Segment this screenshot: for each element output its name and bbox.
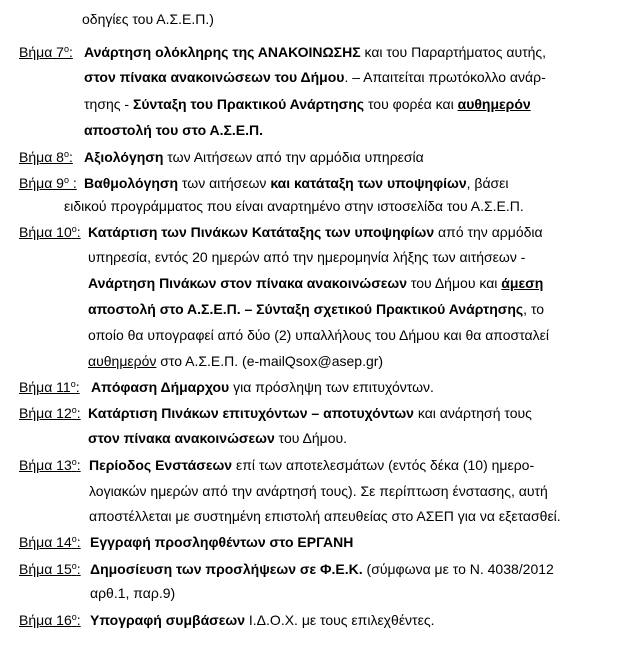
step-13-line-2: λογιακών ημερών από την ανάρτησή τους). Σε περίπτωση ένστασης, αυτή [89, 483, 548, 499]
step-12-line-2: στον πίνακα ανακοινώσεων του Δήμου. [88, 430, 348, 446]
step-9-line-2: ειδικού προγράμματος που είναι αναρτημένο στην ιστοσελίδα του Α.Σ.Ε.Π. [64, 198, 524, 214]
step-14-line-1: Εγγραφή προσληφθέντων στο ΕΡΓΑΝΗ [90, 534, 354, 550]
step-7-line-2: στον πίνακα ανακοινώσεων του Δήμου. – Απαιτείται πρωτόκολλο ανάρ- [84, 69, 546, 85]
step-15-label: Βήμα $15^o$: [19, 561, 81, 577]
step-10-line-6: αυθημερόν στο Α.Σ.Ε.Π. (e-mailQsox@asep.gr) [88, 353, 384, 369]
step-16-label: Βήμα $16^o$: [19, 612, 81, 628]
step-7-label: Βήμα $7^o$: [19, 44, 73, 60]
text-line: οδηγίες του Α.Σ.Ε.Π.) [82, 11, 214, 27]
step-13-line-1: Περίοδος Ενστάσεων επί των αποτελεσμάτων (εντός δέκα (10) ημερο- [89, 457, 535, 473]
step-7-line-1: Ανάρτηση ολόκληρης της ΑΝΑΚΟΙΝΩΣΗΣ και του Παραρτήματος αυτής, [84, 44, 547, 60]
step-10-line-5: οποίο θα υπογραφεί από δύο (2) υπαλλήλους του Δήμου και θα αποσταλεί [88, 327, 549, 343]
step-11-label: Βήμα $11^o$: [19, 379, 80, 395]
step-9-line-1: Βαθμολόγηση των αιτήσεων και κατάταξη των υποψηφίων, βάσει [84, 175, 509, 191]
step-10-line-4: αποστολή στο Α.Σ.Ε.Π. – Σύνταξη σχετικού Πρακτικού Ανάρτησης, το [88, 301, 545, 317]
step-9-label: Βήμα $9^o$ : [19, 175, 77, 191]
step-10-line-1: Κατάρτιση των Πινάκων Κατάταξης των υποψηφίων από την αρμόδια [88, 224, 543, 240]
step-13-line-3: αποστέλλεται με συστημένη επιστολή απευθείας στο ΑΣΕΠ για να εξετασθεί. [89, 508, 561, 524]
step-15-line-2: αρθ.1, παρ.9) [90, 585, 176, 601]
step-10-label: Βήμα $10^o$: [19, 224, 81, 240]
step-10-line-3: Ανάρτηση Πινάκων στον πίνακα ανακοινώσεων του Δήμου και άμεση [88, 275, 544, 291]
step-11-line-1: Απόφαση Δήμαρχου για πρόσληψη των επιτυχόντων. [91, 379, 434, 395]
step-12-label: Βήμα $12^o$: [19, 405, 81, 421]
step-12-line-1: Κατάρτιση Πινάκων επιτυχόντων – αποτυχόντων και ανάρτησή τους [88, 405, 532, 421]
step-13-label: Βήμα $13^o$: [19, 457, 81, 473]
step-16-line-1: Υπογραφή συμβάσεων Ι.Δ.Ο.Χ. με τους επιλεχθέντες. [90, 612, 435, 628]
step-10-line-2: υπηρεσία, εντός 20 ημερών από την ημερομηνία λήξης των αιτήσεων - [88, 249, 526, 265]
step-15-line-1: Δημοσίευση των προσλήψεων σε Φ.Ε.Κ. (σύμφωνα με το Ν. 4038/2012 [90, 561, 554, 577]
step-7-line-3: τησης - Σύνταξη του Πρακτικού Ανάρτησης του φορέα και αυθημερόν [84, 96, 531, 112]
step-8-line-1: Αξιολόγηση των Αιτήσεων από την αρμόδια υπηρεσία [84, 149, 424, 165]
step-8-label: Βήμα $8^o$: [19, 149, 73, 165]
step-14-label: Βήμα $14^o$: [19, 534, 81, 550]
step-7-line-4: αποστολή του στο Α.Σ.Ε.Π. [84, 122, 264, 138]
